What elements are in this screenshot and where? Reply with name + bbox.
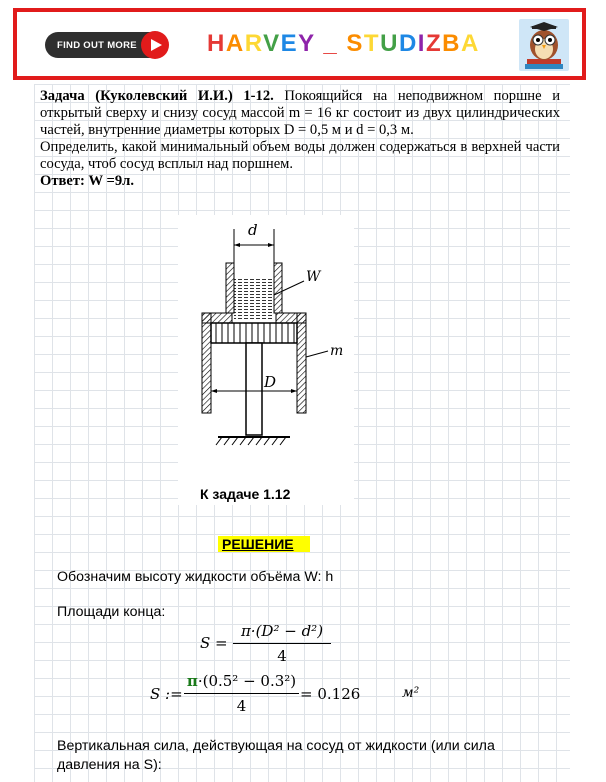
formula2-pi: π <box>186 672 198 690</box>
task-question: Определить, какой минимальный объем воды должен содержаться в верхней части сосуда, чтоб сосуд всплыл над поршнем. <box>40 139 560 172</box>
formula2-fraction <box>184 672 299 715</box>
brand-letter: U <box>380 30 399 57</box>
brand-letter: S <box>346 30 364 57</box>
brand-letter: T <box>363 30 381 57</box>
owl-mascot-icon <box>519 19 569 71</box>
brand-letter: H <box>207 30 226 57</box>
find-out-more-label: FIND OUT MORE <box>57 39 137 51</box>
brand-letter: Z <box>425 30 443 57</box>
formula1-numerator: π·(D² − d²) <box>240 622 324 640</box>
brand-letter: A <box>460 30 480 57</box>
vessel-figure <box>178 215 354 505</box>
label-d: d <box>248 221 258 239</box>
brand-letter: I <box>417 30 426 57</box>
brand-letter: Y <box>298 30 316 57</box>
label-W: W <box>306 269 321 285</box>
brand-letter: _ <box>323 30 339 57</box>
play-icon <box>141 31 169 59</box>
solution-title: РЕШЕНИЕ <box>218 536 310 552</box>
label-D: D <box>264 373 277 391</box>
brand-letter: E <box>280 30 299 57</box>
task-text: Покоящийся на неподвижном поршне и открытый сверху и снизу сосуд массой m = 16 кг состоит из двух цилиндрических частей, внутренние диаметры которых D = 0,5 м и d = 0,3 м. <box>40 88 561 138</box>
formula2-bar <box>184 693 299 694</box>
brand-logo-text <box>207 30 480 58</box>
brand-letter: R <box>244 30 264 57</box>
task-answer: Ответ: W =9л. <box>40 173 134 189</box>
formula2-unit: м² <box>402 685 420 701</box>
brand-letter: D <box>398 30 418 57</box>
formula2-lhs: S := <box>150 685 183 703</box>
formula2-numerator: ·(0.5² − 0.3²) <box>197 672 297 690</box>
task-statement <box>40 88 560 190</box>
figure-caption: К задаче 1.12 <box>200 486 291 502</box>
formula1-fraction <box>233 622 331 665</box>
solution-line-3: Вертикальная сила, действующая на сосуд от жидкости (или сила давления на S): <box>57 738 495 773</box>
formula1-denominator: 4 <box>277 647 287 665</box>
ad-banner[interactable] <box>13 8 586 80</box>
brand-letter: V <box>263 30 281 57</box>
formula1-bar <box>233 643 331 644</box>
brand-letter: B <box>442 30 461 57</box>
formula2-result: = 0.126 <box>300 685 361 703</box>
label-m: m <box>330 343 344 359</box>
formula1-lhs: S = <box>200 634 228 652</box>
solution-line-2: Площади конца: <box>57 604 166 620</box>
brand-letter: A <box>225 30 245 57</box>
task-title: Задача (Куколевский И.И.) 1-12. <box>40 88 274 104</box>
find-out-more-button[interactable] <box>45 32 163 58</box>
formula2-denominator: 4 <box>236 697 247 715</box>
solution-line-1: Обозначим высоту жидкости объёма W: h <box>57 569 334 585</box>
